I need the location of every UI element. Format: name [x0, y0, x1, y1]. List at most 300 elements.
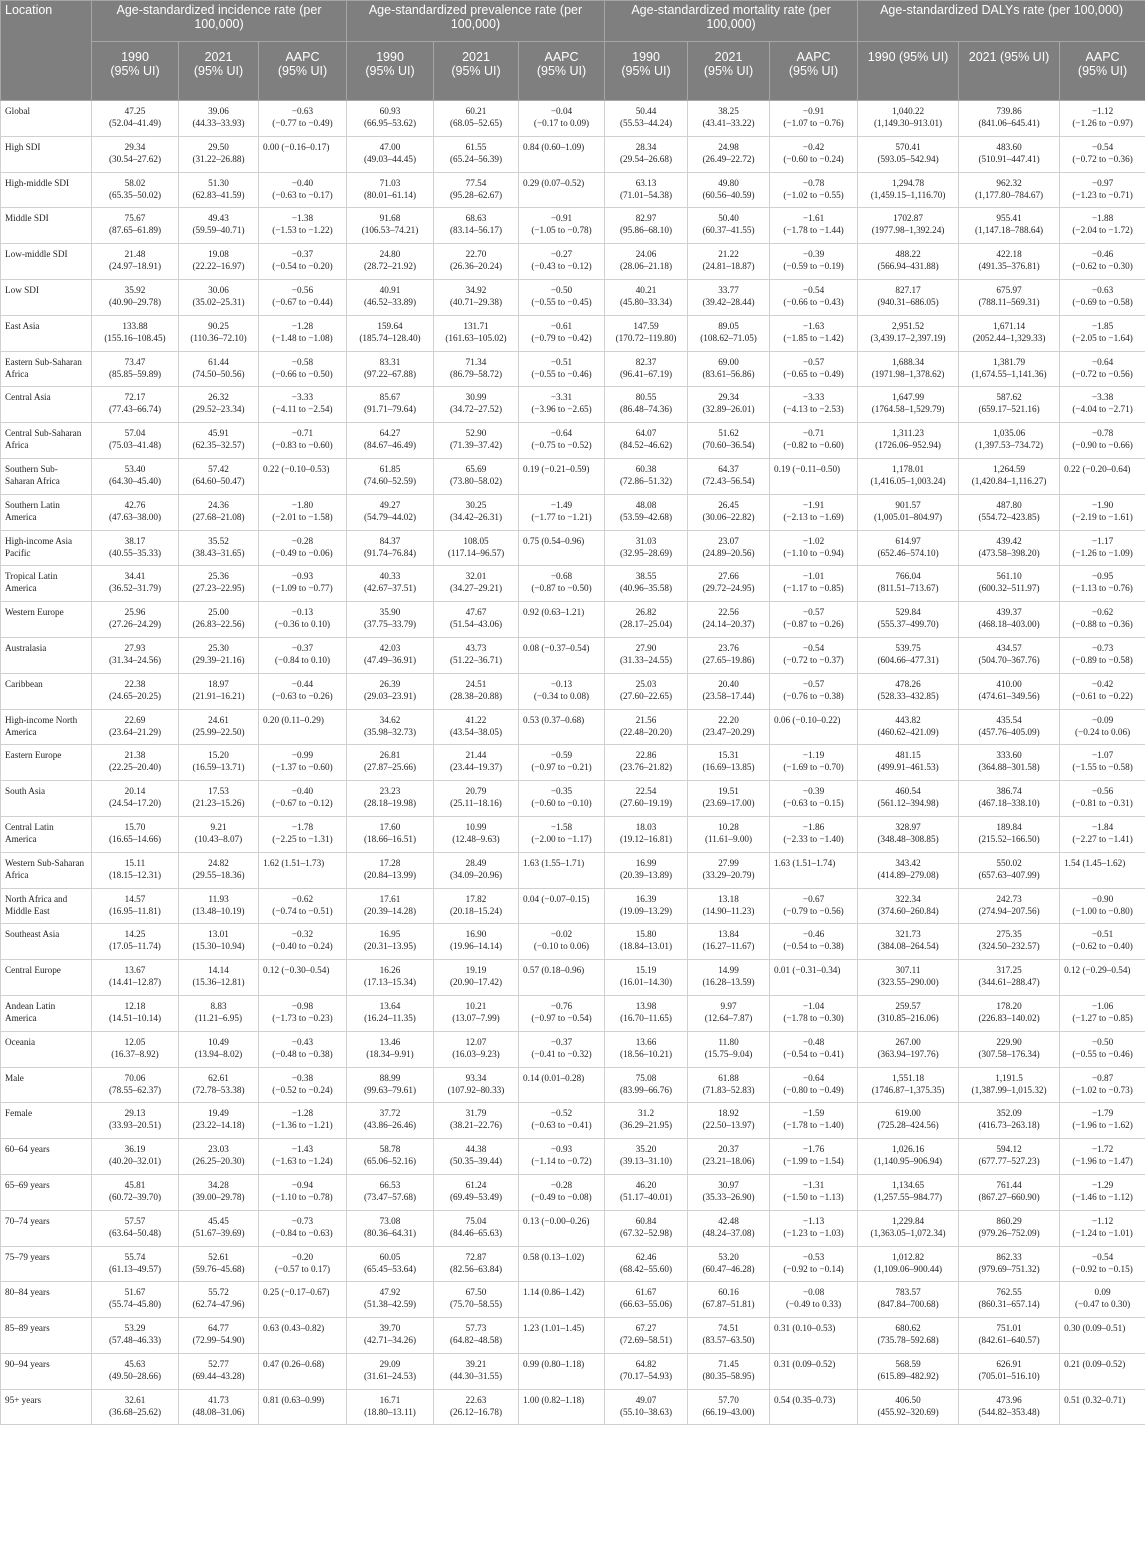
- cell-interval: (51.22–36.71): [449, 654, 503, 665]
- table-row: [1, 995, 1145, 1031]
- cell-value: −0.13: [550, 678, 573, 689]
- cell-interval: (43.86–26.46): [363, 1120, 417, 1131]
- cell-value: 24.36: [208, 499, 229, 510]
- cell-interval: (32.89–26.01): [702, 404, 755, 415]
- cell-value: 26.81: [379, 750, 401, 761]
- cell-value: 17.61: [379, 893, 401, 904]
- value-cell: [959, 315, 1060, 351]
- table-row: [1, 458, 1145, 494]
- cell-interval: (−0.67 to −0.12): [272, 798, 333, 809]
- cell-value: 15.11: [124, 857, 146, 868]
- cell-interval: (28.72–21.92): [363, 261, 417, 272]
- value-cell: [434, 1103, 519, 1139]
- value-cell: [347, 960, 434, 996]
- cell-interval: (−0.79 to −0.42): [531, 332, 592, 343]
- cell-value: −3.38: [1091, 392, 1114, 403]
- cell-value: 53.20: [718, 1251, 739, 1262]
- value-cell: [434, 709, 519, 745]
- cell-value: 333.60: [996, 750, 1022, 761]
- cell-interval: (84.52–46.62): [620, 440, 673, 451]
- cell-value: 33.77: [718, 284, 739, 295]
- value-cell: [770, 1103, 858, 1139]
- cell-value: 1,311.23: [892, 428, 924, 439]
- cell-interval: (20.18–15.24): [449, 905, 503, 916]
- value-cell: [179, 566, 259, 602]
- cell-interval: (23.64–21.29): [108, 726, 162, 737]
- cell-value: 675.97: [996, 284, 1022, 295]
- cell-interval: (107.92–80.33): [447, 1084, 505, 1095]
- value-cell: [434, 1210, 519, 1246]
- cell-interval: (43.41–33.22): [702, 118, 755, 128]
- cell-value: 24.80: [379, 249, 401, 260]
- subheader-2021: 2021 (95% UI): [179, 42, 259, 101]
- table-row: [1, 602, 1145, 638]
- value-cell: [434, 458, 519, 494]
- value-cell: [605, 136, 688, 172]
- location-cell: High SDI: [1, 136, 92, 172]
- cell-value: 0.57 (0.18–0.96): [523, 965, 585, 976]
- value-cell: [347, 888, 434, 924]
- value-cell: [347, 995, 434, 1031]
- value-cell: [347, 351, 434, 387]
- value-cell: [605, 351, 688, 387]
- value-cell: [770, 602, 858, 638]
- cell-interval: (55.10–38.63): [620, 1406, 673, 1417]
- cell-value: 60.93: [379, 106, 401, 116]
- cell-value: 39.06: [208, 106, 229, 116]
- cell-interval: (62.83–41.59): [192, 189, 245, 200]
- value-cell: [858, 172, 959, 208]
- value-cell: [688, 530, 770, 566]
- cell-interval: (−0.62 to −0.30): [1072, 261, 1133, 272]
- cell-interval: (44.30–31.55): [449, 1370, 503, 1381]
- value-cell: [92, 924, 179, 960]
- cell-value: −1.85: [1091, 320, 1114, 331]
- value-cell: [92, 101, 179, 137]
- cell-value: −1.06: [1091, 1000, 1114, 1011]
- cell-value: 36.19: [124, 1144, 146, 1155]
- cell-interval: (99.63–79.61): [363, 1084, 417, 1095]
- cell-value: 0.04 (−0.07–0.15): [523, 893, 590, 904]
- value-cell: [179, 351, 259, 387]
- cell-interval: (−0.97 to −0.54): [531, 1012, 592, 1023]
- value-cell: [770, 387, 858, 423]
- cell-value: 25.30: [208, 642, 229, 653]
- cell-value: −0.58: [291, 356, 314, 367]
- cell-interval: (19.09–13.29): [620, 905, 673, 916]
- cell-interval: (16.24–11.35): [364, 1012, 416, 1023]
- value-cell: [179, 1282, 259, 1318]
- cell-value: 91.68: [379, 213, 401, 224]
- cell-value: 0.54 (0.35–0.73): [774, 1394, 836, 1405]
- cell-interval: (−0.80 to −0.49): [783, 1084, 844, 1095]
- cell-interval: (21.23–15.26): [192, 798, 245, 809]
- cell-interval: (23.69–17.00): [702, 798, 755, 809]
- value-cell: [1060, 351, 1145, 387]
- value-cell: [259, 136, 347, 172]
- cell-value: 15.31: [718, 750, 739, 761]
- value-cell: [92, 244, 179, 280]
- value-cell: [1060, 244, 1145, 280]
- cell-interval: (77.43–66.74): [108, 404, 162, 415]
- cell-value: −0.73: [291, 1215, 314, 1226]
- cell-interval: (−0.17 to 0.09): [533, 118, 590, 128]
- cell-value: 19.49: [208, 1108, 229, 1119]
- cell-value: 49.07: [635, 1394, 657, 1405]
- value-cell: [92, 816, 179, 852]
- value-cell: [347, 852, 434, 888]
- value-cell: [519, 423, 605, 459]
- cell-value: 178.20: [996, 1000, 1022, 1011]
- cell-value: −0.64: [1091, 356, 1114, 367]
- cell-interval: (60.56–40.59): [702, 189, 755, 200]
- value-cell: [605, 172, 688, 208]
- cell-interval: (−1.02 to −0.73): [1072, 1084, 1133, 1095]
- cell-interval: (106.53–74.21): [361, 225, 419, 236]
- cell-value: 352.09: [996, 1108, 1022, 1119]
- value-cell: [858, 1353, 959, 1389]
- value-cell: [519, 351, 605, 387]
- value-cell: [605, 315, 688, 351]
- value-cell: [92, 960, 179, 996]
- cell-interval: (979.26–752.09): [978, 1227, 1040, 1238]
- cell-interval: (26.12–16.78): [449, 1406, 503, 1417]
- value-cell: [259, 709, 347, 745]
- cell-interval: (161.63–105.02): [445, 332, 507, 343]
- cell-value: −1.04: [802, 1000, 825, 1011]
- value-cell: [1060, 781, 1145, 817]
- location-cell: North Africa and Middle East: [1, 888, 92, 924]
- cell-interval: (3,439.17–2,397.19): [870, 332, 946, 343]
- cell-value: 0.58 (0.13–1.02): [523, 1251, 585, 1262]
- cell-interval: (−1.85 to −1.42): [783, 332, 844, 343]
- cell-value: 90.25: [208, 320, 229, 331]
- cell-interval: (−0.63 to −0.15): [783, 798, 844, 809]
- value-cell: [605, 1031, 688, 1067]
- value-cell: [688, 1067, 770, 1103]
- value-cell: [605, 458, 688, 494]
- cell-value: −0.57: [802, 678, 825, 689]
- cell-interval: (1,140.95–906.94): [873, 1156, 943, 1167]
- value-cell: [770, 566, 858, 602]
- cell-value: 386.74: [996, 786, 1022, 797]
- cell-value: −0.50: [550, 284, 573, 295]
- cell-value: 9.97: [720, 1000, 737, 1011]
- value-cell: [179, 1353, 259, 1389]
- value-cell: [959, 566, 1060, 602]
- cell-interval: (−0.97 to −0.21): [531, 762, 592, 773]
- cell-value: 80.55: [635, 392, 657, 403]
- value-cell: [959, 709, 1060, 745]
- value-cell: [179, 816, 259, 852]
- cell-interval: (860.31–657.14): [978, 1299, 1040, 1310]
- cell-interval: (−0.62 to −0.40): [1072, 941, 1133, 952]
- cell-interval: (1,109.06–900.44): [873, 1263, 943, 1274]
- value-cell: [347, 172, 434, 208]
- cell-value: 0.22 (−0.20–0.64): [1064, 463, 1131, 474]
- cell-interval: (39.42–28.44): [702, 296, 755, 307]
- cell-interval: (72.43–56.54): [702, 475, 755, 486]
- value-cell: [1060, 1174, 1145, 1210]
- cell-value: 47.67: [465, 607, 487, 618]
- value-cell: [688, 888, 770, 924]
- cell-value: 307.11: [895, 965, 921, 976]
- value-cell: [259, 602, 347, 638]
- cell-interval: (44.33–33.93): [192, 118, 245, 128]
- value-cell: [179, 709, 259, 745]
- cell-interval: (15.36–12.81): [192, 977, 245, 988]
- cell-interval: (11.61–9.00): [704, 833, 753, 844]
- value-cell: [434, 888, 519, 924]
- table-row: [1, 172, 1145, 208]
- cell-value: 0.53 (0.37–0.68): [523, 714, 585, 725]
- value-cell: [770, 1353, 858, 1389]
- subheader-2021: 2021 (95% UI): [688, 42, 770, 101]
- table-row: [1, 279, 1145, 315]
- value-cell: [959, 1139, 1060, 1175]
- cell-value: −0.93: [550, 1144, 573, 1155]
- cell-interval: (55.74–45.80): [108, 1299, 162, 1310]
- cell-interval: (−1.46 to −1.12): [1072, 1191, 1133, 1202]
- value-cell: [92, 1246, 179, 1282]
- value-cell: [959, 279, 1060, 315]
- value-cell: [858, 387, 959, 423]
- value-cell: [347, 1389, 434, 1425]
- table-row: [1, 852, 1145, 888]
- cell-value: 762.55: [996, 1287, 1022, 1298]
- value-cell: [1060, 1210, 1145, 1246]
- cell-interval: (−0.55 to −0.45): [531, 296, 592, 307]
- cell-value: 20.79: [465, 786, 487, 797]
- value-cell: [434, 1174, 519, 1210]
- cell-interval: (−1.07 to −0.76): [783, 118, 844, 128]
- cell-interval: (307.58–176.34): [978, 1048, 1040, 1059]
- value-cell: [519, 673, 605, 709]
- cell-interval: (16.01–14.30): [620, 977, 673, 988]
- cell-interval: (22.22–16.97): [192, 261, 245, 272]
- cell-interval: (1,147.18–788.64): [974, 225, 1044, 236]
- cell-interval: (39.00–29.78): [192, 1191, 245, 1202]
- cell-interval: (561.12–394.98): [877, 798, 939, 809]
- cell-interval: (69.44–43.28): [192, 1370, 245, 1381]
- value-cell: [347, 387, 434, 423]
- cell-interval: (16.65–14.66): [108, 833, 162, 844]
- cell-interval: (725.28–424.56): [877, 1120, 939, 1131]
- cell-value: 24.51: [465, 678, 487, 689]
- cell-interval: (47.49–36.91): [363, 654, 417, 665]
- cell-interval: (33.29–20.79): [702, 869, 755, 880]
- value-cell: [347, 1246, 434, 1282]
- cell-interval: (12.48–9.63): [452, 833, 500, 844]
- cell-interval: (18.56–10.21): [620, 1048, 673, 1059]
- cell-interval: (510.91–447.41): [978, 153, 1040, 164]
- value-cell: [1060, 1318, 1145, 1354]
- cell-value: 439.42: [996, 535, 1022, 546]
- cell-value: 38.25: [718, 106, 739, 116]
- location-cell: 60–64 years: [1, 1139, 92, 1175]
- location-cell: Eastern Sub-Saharan Africa: [1, 351, 92, 387]
- cell-value: 0.09: [1094, 1287, 1111, 1298]
- cell-interval: (72.86–51.32): [620, 475, 673, 486]
- cell-value: −1.28: [291, 320, 314, 331]
- value-cell: [92, 1103, 179, 1139]
- cell-value: −1.02: [802, 535, 825, 546]
- cell-interval: (−0.60 to −0.10): [531, 798, 592, 809]
- value-cell: [959, 136, 1060, 172]
- value-cell: [347, 1067, 434, 1103]
- table-row: [1, 637, 1145, 673]
- cell-interval: (−1.23 to −0.71): [1072, 189, 1133, 200]
- cell-interval: (−2.13 to −1.69): [783, 511, 844, 522]
- header-mortality: Age-standardized mortality rate (per 100,000): [605, 1, 858, 42]
- value-cell: [179, 458, 259, 494]
- cell-value: 16.26: [379, 965, 401, 976]
- value-cell: [959, 423, 1060, 459]
- value-cell: [259, 1067, 347, 1103]
- value-cell: [434, 995, 519, 1031]
- cell-value: 34.62: [379, 714, 401, 725]
- cell-interval: (348.48–308.85): [877, 833, 939, 844]
- value-cell: [770, 136, 858, 172]
- cell-value: 61.24: [465, 1179, 487, 1190]
- value-cell: [770, 1139, 858, 1175]
- cell-interval: (64.30–45.40): [108, 475, 162, 486]
- value-cell: [770, 279, 858, 315]
- cell-value: 133.88: [122, 320, 148, 331]
- cell-interval: (310.85–216.06): [877, 1012, 939, 1023]
- cell-interval: (31.22–26.88): [192, 153, 245, 164]
- table-row: [1, 494, 1145, 530]
- value-cell: [347, 458, 434, 494]
- cell-value: 23.76: [718, 642, 739, 653]
- cell-value: 64.37: [718, 463, 739, 474]
- value-cell: [605, 816, 688, 852]
- cell-interval: (−4.04 to −2.71): [1072, 404, 1133, 415]
- cell-value: 1,688.34: [891, 356, 925, 367]
- value-cell: [688, 745, 770, 781]
- value-cell: [92, 888, 179, 924]
- cell-value: 85.67: [379, 392, 401, 403]
- cell-value: 25.36: [208, 571, 229, 582]
- cell-value: 0.20 (0.11–0.29): [263, 714, 324, 725]
- cell-value: 10.28: [718, 821, 739, 832]
- cell-value: −0.46: [1091, 249, 1114, 260]
- cell-interval: (−0.63 to −0.26): [272, 690, 333, 701]
- value-cell: [1060, 924, 1145, 960]
- cell-interval: (−4.13 to −2.53): [783, 404, 844, 415]
- value-cell: [770, 1067, 858, 1103]
- value-cell: [519, 208, 605, 244]
- value-cell: [959, 602, 1060, 638]
- cell-interval: (31.34–24.56): [108, 654, 162, 665]
- location-cell: Eastern Europe: [1, 745, 92, 781]
- cell-value: −0.62: [1091, 607, 1114, 618]
- header-dalys: Age-standardized DALYs rate (per 100,000): [858, 1, 1145, 42]
- value-cell: [688, 852, 770, 888]
- cell-value: 20.40: [718, 678, 739, 689]
- cell-interval: (−0.92 to −0.15): [1072, 1263, 1133, 1274]
- value-cell: [179, 1139, 259, 1175]
- cell-value: 58.78: [379, 1144, 401, 1155]
- cell-value: 23.23: [379, 786, 401, 797]
- cell-interval: (−0.84 to 0.10): [274, 654, 331, 665]
- value-cell: [519, 602, 605, 638]
- value-cell: [688, 637, 770, 673]
- cell-interval: (29.72–24.95): [702, 583, 755, 594]
- cell-interval: (1,257.55–984.77): [873, 1191, 943, 1202]
- cell-value: 61.44: [208, 356, 229, 367]
- value-cell: [858, 1067, 959, 1103]
- cell-value: 0.06 (−0.10–0.22): [774, 714, 841, 725]
- cell-value: 75.08: [635, 1072, 657, 1083]
- value-cell: [179, 602, 259, 638]
- value-cell: [688, 924, 770, 960]
- value-cell: [959, 1318, 1060, 1354]
- cell-value: 1.54 (1.45–1.62): [1064, 857, 1126, 868]
- cell-interval: (21.91–16.21): [192, 690, 245, 701]
- cell-value: −0.20: [291, 1251, 314, 1262]
- location-cell: 90–94 years: [1, 1353, 92, 1389]
- value-cell: [688, 494, 770, 530]
- value-cell: [858, 1318, 959, 1354]
- value-cell: [770, 101, 858, 137]
- value-cell: [92, 781, 179, 817]
- cell-interval: (−0.63 to −0.17): [272, 189, 333, 200]
- subheader-2021: 2021 (95% UI): [959, 42, 1060, 101]
- cell-interval: (64.82–48.58): [449, 1335, 503, 1346]
- value-cell: [858, 709, 959, 745]
- value-cell: [688, 1246, 770, 1282]
- cell-interval: (−0.72 to −0.37): [783, 654, 844, 665]
- value-cell: [92, 995, 179, 1031]
- value-cell: [1060, 602, 1145, 638]
- cell-value: −1.61: [802, 213, 825, 224]
- value-cell: [770, 458, 858, 494]
- cell-value: 460.54: [895, 786, 921, 797]
- cell-interval: (−3.96 to −2.65): [531, 404, 592, 415]
- cell-value: −1.90: [1091, 499, 1114, 510]
- cell-value: 267.00: [895, 1036, 921, 1047]
- value-cell: [259, 673, 347, 709]
- value-cell: [259, 279, 347, 315]
- cell-interval: (555.37–499.70): [877, 619, 939, 630]
- value-cell: [770, 888, 858, 924]
- cell-interval: (−0.55 to −0.46): [1072, 1048, 1133, 1059]
- cell-interval: (−0.92 to −0.14): [783, 1263, 844, 1274]
- cell-value: −0.54: [1091, 1251, 1114, 1262]
- location-cell: 75–79 years: [1, 1246, 92, 1282]
- cell-value: 0.30 (0.09–0.51): [1064, 1323, 1126, 1334]
- cell-interval: (841.06–645.41): [978, 118, 1040, 128]
- cell-value: −0.51: [550, 356, 573, 367]
- value-cell: [92, 1067, 179, 1103]
- value-cell: [688, 1103, 770, 1139]
- cell-interval: (1,149.30–913.01): [873, 118, 943, 128]
- cell-interval: (25.99–22.50): [192, 726, 245, 737]
- cell-value: 22.69: [124, 714, 146, 725]
- value-cell: [688, 1282, 770, 1318]
- cell-value: 83.31: [379, 356, 401, 367]
- cell-value: 41.73: [208, 1394, 229, 1405]
- cell-interval: (−0.49 to −0.08): [531, 1191, 592, 1202]
- cell-interval: (−1.55 to −0.58): [1072, 762, 1133, 773]
- value-cell: [92, 530, 179, 566]
- cell-interval: (215.52–166.50): [978, 833, 1040, 844]
- value-cell: [92, 1389, 179, 1425]
- cell-value: 0.31 (0.09–0.52): [774, 1358, 836, 1369]
- value-cell: [1060, 1353, 1145, 1389]
- value-cell: [770, 995, 858, 1031]
